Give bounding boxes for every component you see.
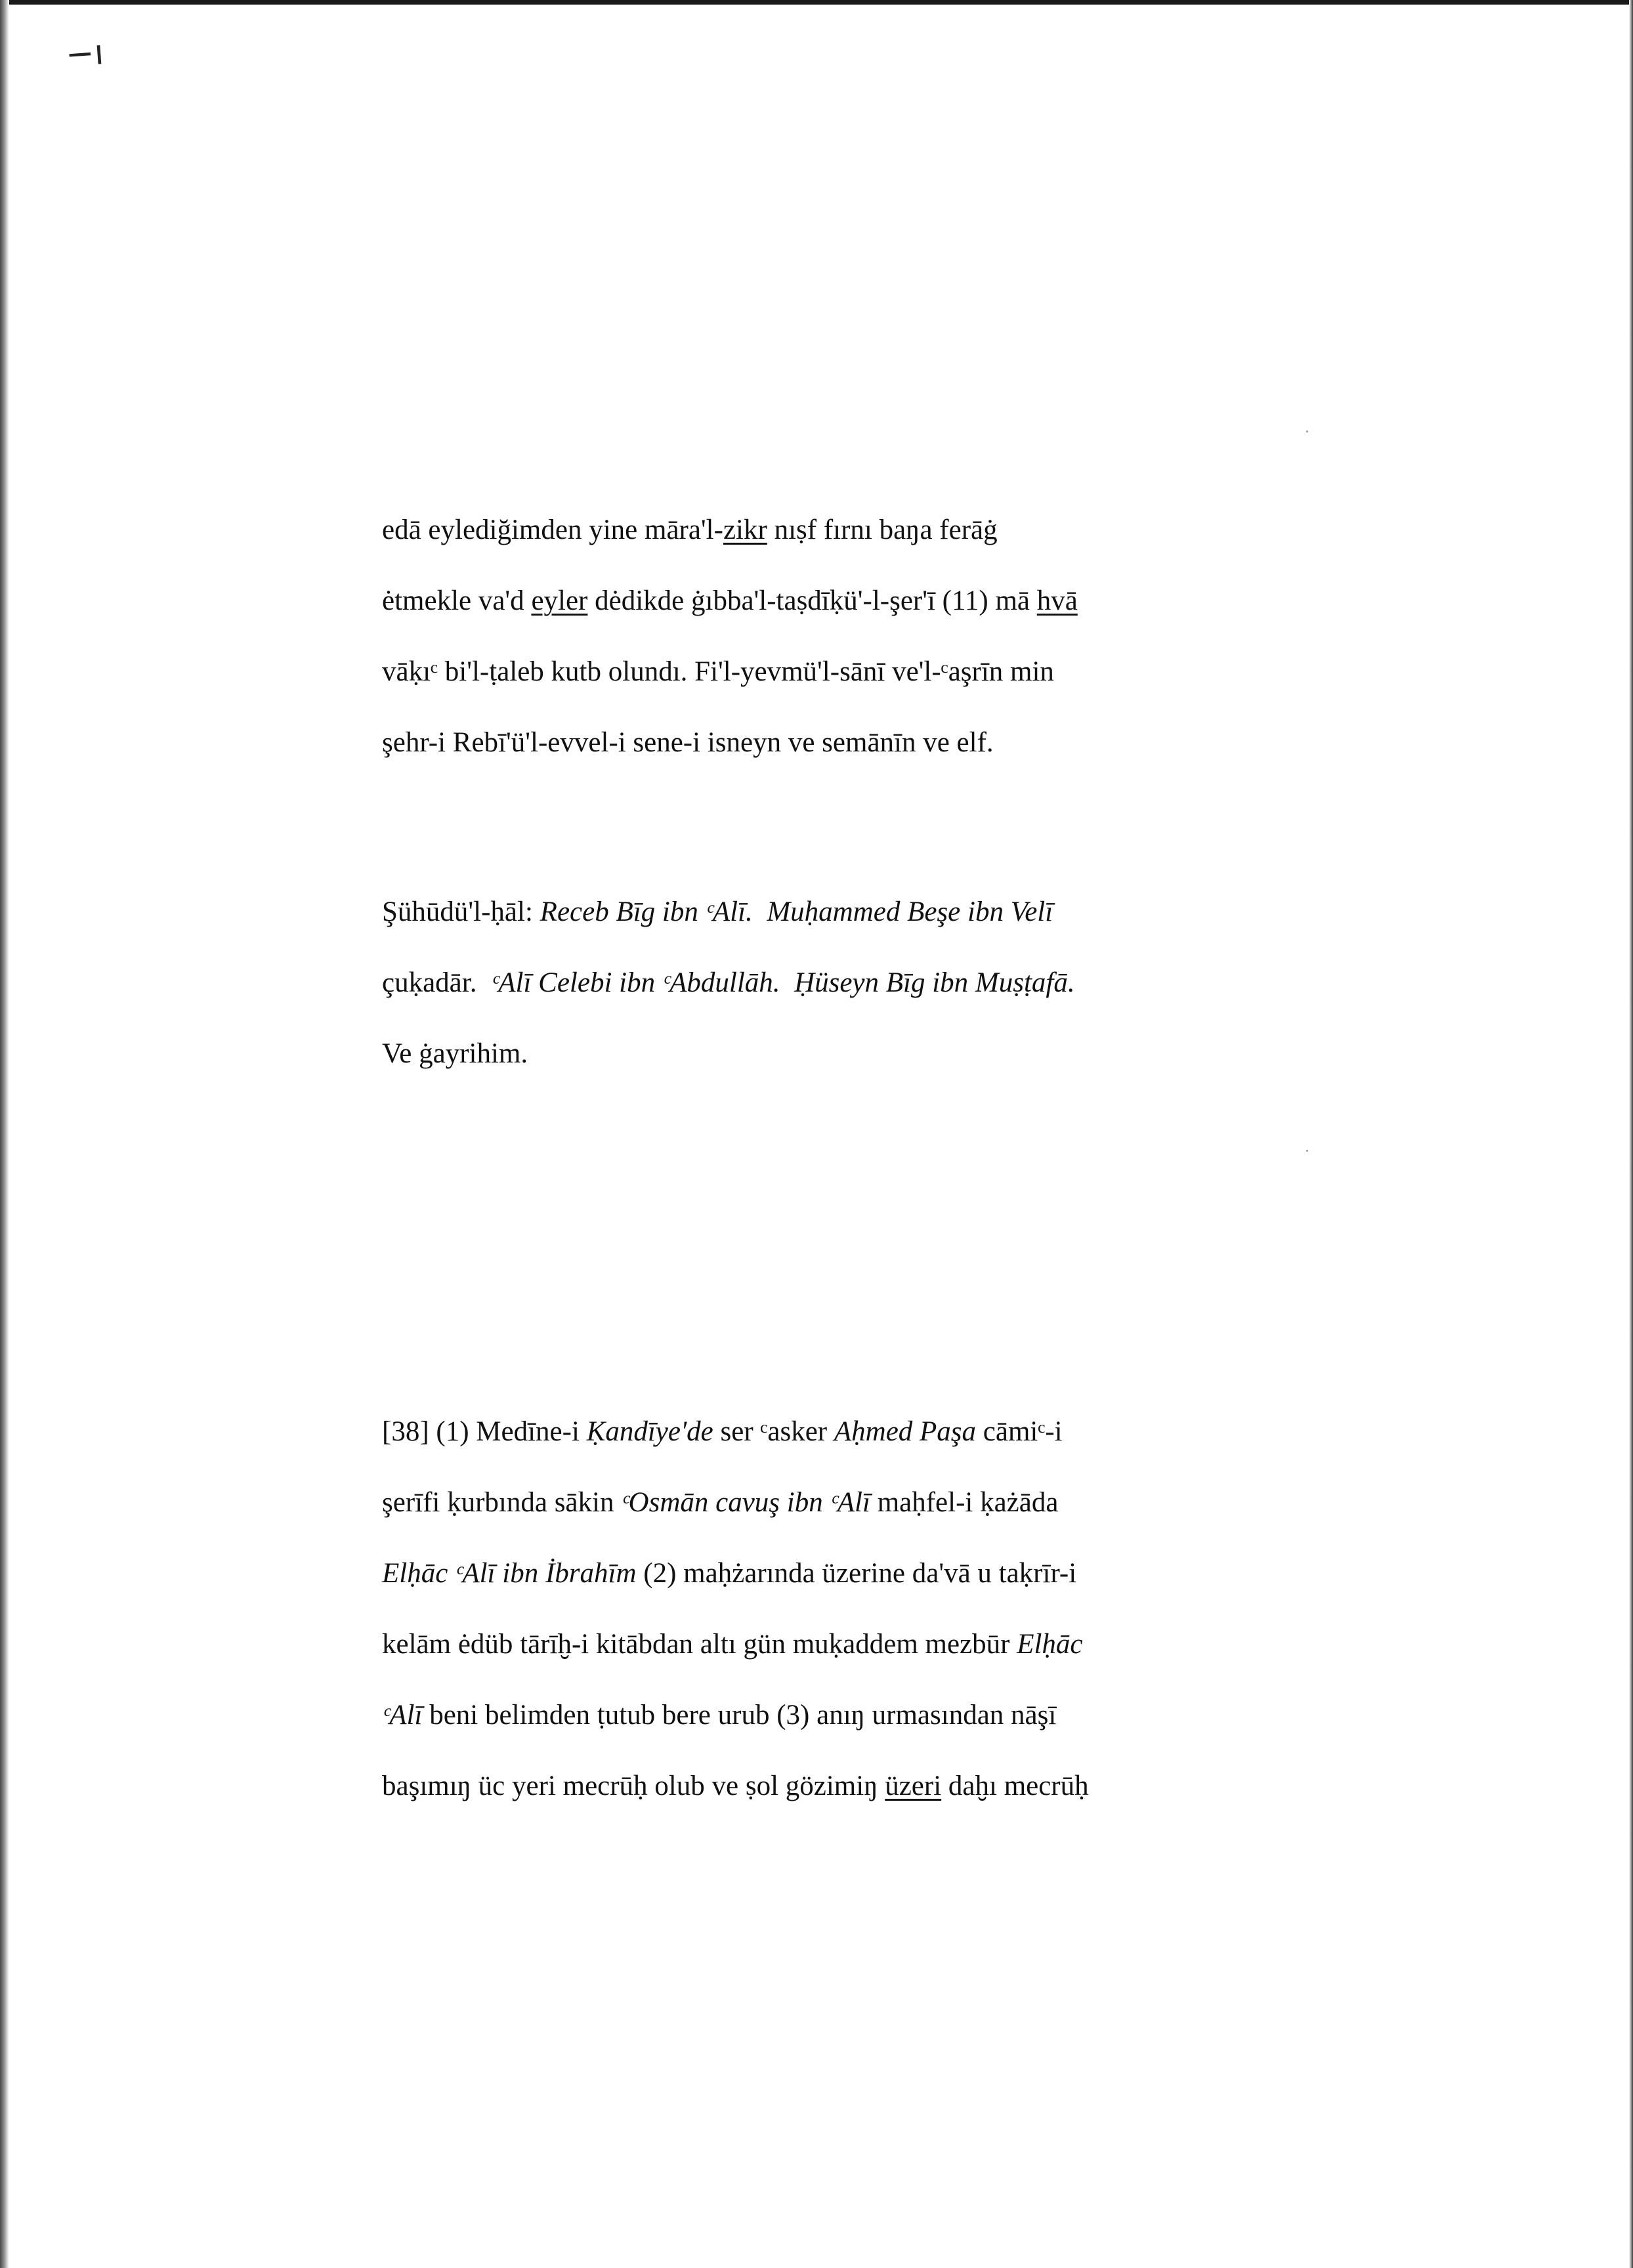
italic-name: Elḥāc (1017, 1629, 1083, 1660)
text-line (382, 1018, 1288, 1089)
scan-edge-right (1629, 0, 1633, 2268)
scan-speck (1306, 1150, 1308, 1152)
italic-name: Elḥāc ᶜAlī ibn İbrahīm (382, 1558, 637, 1589)
underlined-word: üzeri (885, 1771, 942, 1801)
paragraph-case-38 (382, 1396, 1288, 1822)
text-line (382, 1609, 1288, 1680)
text-segment: vāḳıᶜ bi'l-ṭaleb kutb olundı. Fi'l-yevmü'l-sānī ve'l-ᶜaşrīn min (382, 656, 1054, 687)
text-segment: edā eylediğimden yine māra'l- (382, 514, 723, 545)
underlined-word: eyler (531, 585, 588, 616)
italic-name: Aḥmed Paşa (834, 1416, 977, 1447)
underlined-word: zikr (723, 514, 767, 545)
text-segment: ėtmekle va'd (382, 585, 532, 616)
text-segment: nıṣf fırnı baŋa ferāġ (767, 514, 998, 545)
text-line (382, 1396, 1288, 1467)
text-segment: Şühūdü'l-ḥāl: (382, 896, 540, 927)
scan-edge-top (0, 0, 1633, 5)
text-line (382, 707, 1288, 778)
underlined-word: hvā (1036, 585, 1078, 616)
paragraph-witnesses (382, 877, 1288, 1089)
italic-name: ᶜOsmān cavuş ibn ᶜAlī (621, 1487, 870, 1518)
text-segment: maḥfel-i ḳażāda (870, 1487, 1059, 1518)
text-segment (780, 967, 795, 998)
italic-name: ᶜAlī Celebi ibn ᶜAbdullāh. (490, 967, 780, 998)
text-segment: [38] (1) Medīne-i (382, 1416, 587, 1447)
text-line (382, 566, 1288, 637)
text-line (382, 1467, 1288, 1538)
text-line (382, 877, 1288, 948)
text-line (382, 1751, 1288, 1822)
paragraph-deed-ending (382, 495, 1288, 778)
text-segment: ser ᶜasker (713, 1416, 834, 1447)
text-segment: beni belimden ṭutub bere urub (3) anıŋ urmasından nāşī (422, 1700, 1057, 1731)
text-line (382, 637, 1288, 707)
text-segment: şerīfi ḳurbında sākin (382, 1487, 622, 1518)
text-line (382, 495, 1288, 566)
text-line (382, 1680, 1288, 1751)
italic-name: Receb Bīg ibn ᶜAlī. (540, 896, 753, 927)
italic-name: Ḥüseyn Bīg ibn Muṣṭafā. (794, 967, 1075, 998)
text-line (382, 948, 1288, 1018)
text-segment: şehr-i Rebī'ü'l-evvel-i sene-i isneyn ve semānīn ve elf. (382, 727, 994, 758)
text-segment: daḫı mecrūḥ (941, 1771, 1089, 1801)
italic-name: ᶜAlī (382, 1700, 423, 1731)
text-segment: dėdikde ġıbba'l-taṣdīḳü'-l-şer'ī (11) mā (587, 585, 1037, 616)
text-segment (753, 896, 767, 927)
italic-name: Muḥammed Beşe ibn Velī (767, 896, 1053, 927)
page-mark: −ı (64, 33, 106, 75)
text-segment: çuḳadār. (382, 967, 491, 998)
scan-edge-left (0, 0, 9, 2268)
text-segment: Ve ġayrihim. (382, 1038, 528, 1069)
scan-speck (1306, 430, 1308, 432)
text-segment: kelām ėdüb tārīḫ-i kitābdan altı gün muḳaddem mezbūr (382, 1629, 1017, 1660)
text-segment: cāmiᶜ-i (976, 1416, 1063, 1447)
text-segment: (2) maḥżarında üzerine da'vā u taḳrīr-i (636, 1558, 1077, 1589)
italic-name: Ḳandīye'de (586, 1416, 713, 1447)
text-segment: başımıŋ üc yeri mecrūḥ olub ve ṣol gözimiŋ (382, 1771, 885, 1801)
text-line (382, 1538, 1288, 1609)
